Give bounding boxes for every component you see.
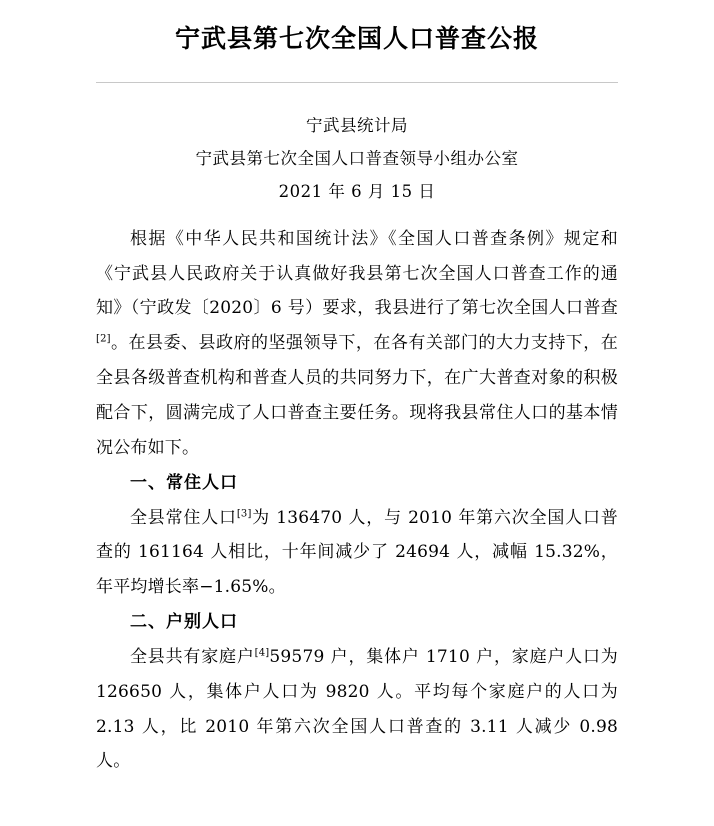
issuer-line-office: 宁武县第七次全国人口普查领导小组办公室 [195, 148, 519, 168]
text-run: 一、常住人口 [130, 472, 238, 493]
text-run: 为 136470 人，与 2010 年第六次全国人口普查的 161164 人相比，十年间减少了 24694 人，减幅 15.32%，年平均增长率−1.65%。 [96, 507, 618, 598]
title-divider [96, 82, 618, 83]
text-run: 全县常住人口 [130, 507, 237, 528]
permanent-population-paragraph [96, 501, 618, 606]
document-body [96, 222, 618, 780]
document-page [0, 22, 714, 826]
footnote-marker: [3] [236, 507, 252, 519]
section-heading-household-population [96, 605, 618, 640]
text-run: 全县共有家庭户 [130, 646, 255, 667]
footnote-marker: [4] [254, 647, 270, 659]
page-title: 宁武县第七次全国人口普查公报 [174, 24, 539, 53]
issuer-line-date: 2021 年 6 月 15 日 [278, 181, 436, 201]
intro-paragraph [96, 222, 618, 466]
household-population-paragraph [96, 640, 618, 779]
text-run: 根据《中华人民共和国统计法》《全国人口普查条例》规定和《宁武县人民政府关于认真做好我县第七次全国人口普查工作的通知》（宁政发〔2020〕6 号）要求，我县进行了第七次全国人口普查 [96, 228, 618, 319]
issuer-block [96, 109, 618, 208]
footnote-marker: [2] [96, 333, 111, 345]
issuer-line-bureau: 宁武县统计局 [306, 115, 408, 135]
text-run: 二、户别人口 [130, 612, 238, 633]
text-run: 59579 户，集体户 1710 户，家庭户人口为 126650 人，集体户人口为 9820 人。平均每个家庭户的人口为 2.13 人，比 2010 年第六次全国人口普查的 3.11 人减少 0.98 人。 [96, 646, 618, 772]
section-heading-permanent-population [96, 466, 618, 501]
text-run: 。在县委、县政府的坚强领导下，在各有关部门的大力支持下，在全县各级普查机构和普查人员的共同努力下，在广大普查对象的积极配合下，圆满完成了人口普查主要任务。现将我县常住人口的基本情况公布如下。 [96, 333, 618, 458]
